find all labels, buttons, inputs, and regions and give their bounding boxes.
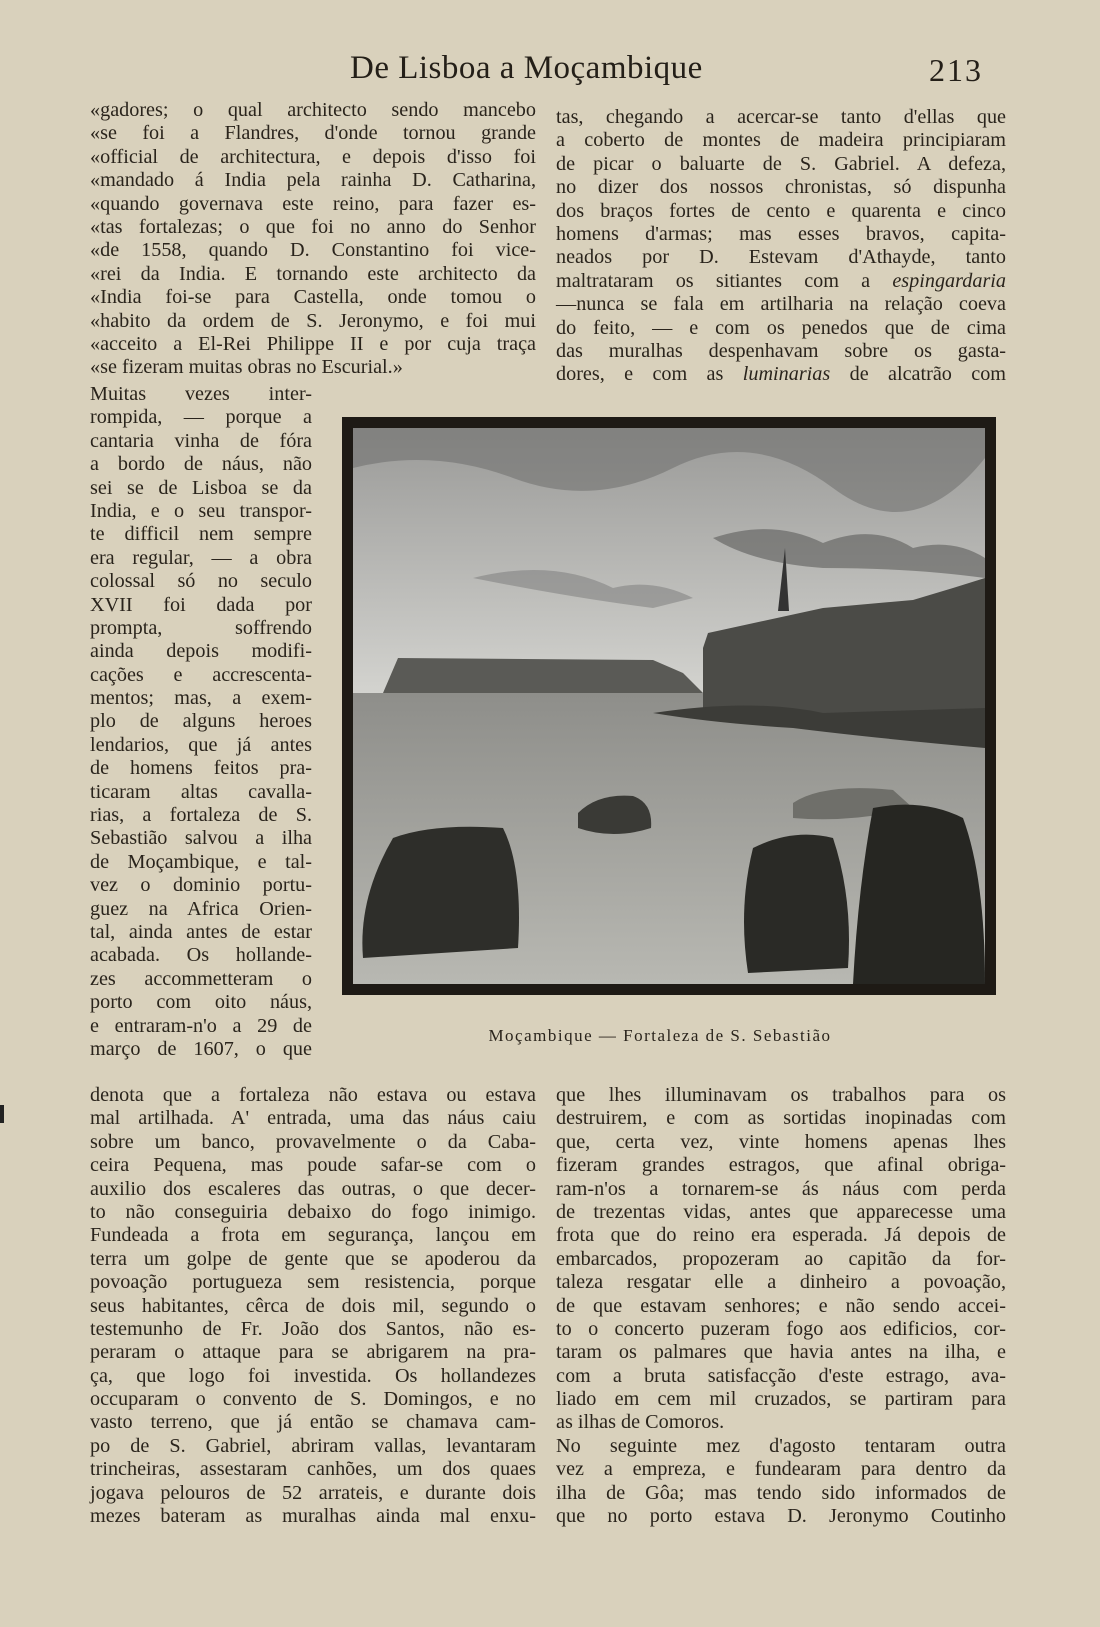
text-line: «India foi-se para Castella, onde tomou o xyxy=(90,286,536,309)
text-line: que lhes illuminavam os trabalhos para os xyxy=(556,1084,1006,1106)
text-line: cações e accrescenta- xyxy=(90,663,312,686)
text-line: «mandado á India pela rainha D. Catharina, xyxy=(90,169,536,192)
left-wrapped-column-text xyxy=(90,383,312,1061)
text-line: no dizer dos nossos chronistas, só dispunha xyxy=(556,176,1006,199)
text-line: denota que a fortaleza não estava ou estava xyxy=(90,1084,536,1106)
text-line: peraram o attaque para se abrigarem na pra- xyxy=(90,1341,536,1364)
text-line: «official de architectura, e depois d'isso foi xyxy=(90,145,536,168)
text-line: homens d'armas; mas esses bravos, capita- xyxy=(556,222,1006,245)
text-line: que no porto estava D. Jeronymo Coutinho xyxy=(556,1505,1006,1528)
text-line: sei se de Lisboa se da xyxy=(90,476,312,499)
right-column-bottom-text xyxy=(556,1084,1006,1528)
left-column-bottom-text xyxy=(90,1084,536,1528)
text-line: frota que do reino era esperada. Já depois de xyxy=(556,1224,1006,1247)
text-line: acabada. Os hollande- xyxy=(90,944,312,967)
text-line: «gadores; o qual architecto sendo mancebo xyxy=(90,99,536,121)
text-line: taram os palmares que havia antes na ilha, e xyxy=(556,1341,1006,1364)
text-line: «tas fortalezas; o que foi no anno do Senhor xyxy=(90,215,536,238)
text-line: mal artilhada. A' entrada, uma das náus caiu xyxy=(90,1107,536,1130)
text-line: vez o dominio portu- xyxy=(90,874,312,897)
text-line: tas, chegando a acercar-se tanto d'ellas que xyxy=(556,106,1006,128)
left-column-top-text xyxy=(90,99,536,380)
text-line: ilha de Gôa; mas tendo sido informados de xyxy=(556,1481,1006,1504)
text-line: de Moçambique, e tal- xyxy=(90,850,312,873)
text-line: do feito, — e com os penedos que de cima xyxy=(556,316,1006,339)
text-line: XVII foi dada por xyxy=(90,593,312,616)
text-line: ainda depois modifi- xyxy=(90,640,312,663)
text-line: ram-n'os a tornarem-se ás náus com perda xyxy=(556,1177,1006,1200)
text-line: «de 1558, quando D. Constantino foi vice- xyxy=(90,239,536,262)
text-line: rompida, — porque a xyxy=(90,406,312,429)
text-line: de picar o baluarte de S. Gabriel. A defeza, xyxy=(556,152,1006,175)
text-line: testemunho de Fr. João dos Santos, não es- xyxy=(90,1317,536,1340)
text-line: maltrataram os sitiantes com a espingardaria xyxy=(556,269,1006,292)
text-line: liado em cem mil cruzados, se partiram para xyxy=(556,1388,1006,1411)
text-line: fizeram grandes estragos, que afinal obriga- xyxy=(556,1154,1006,1177)
text-line: plo de alguns heroes xyxy=(90,710,312,733)
text-line: mezes bateram as muralhas ainda mal enxu- xyxy=(90,1505,536,1528)
text-line: que, certa vez, vinte homens apenas lhes xyxy=(556,1130,1006,1153)
illustration-caption: Moçambique — Fortaleza de S. Sebastião xyxy=(488,1026,832,1045)
fortress-engraving-illustration xyxy=(342,417,996,995)
text-line: era regular, — a obra xyxy=(90,546,312,569)
text-line: lendarios, que já antes xyxy=(90,733,312,756)
text-line: trincheiras, assestaram canhões, um dos quaes xyxy=(90,1458,536,1481)
text-line: a coberto de montes de madeira principiaram xyxy=(556,129,1006,152)
text-line: ça, que logo foi investida. Os hollandezes xyxy=(90,1364,536,1387)
text-line: Muitas vezes inter- xyxy=(90,383,312,405)
text-line: março de 1607, o que xyxy=(90,1037,312,1060)
text-line: mentos; mas, a exem- xyxy=(90,687,312,710)
text-line: te difficil nem sempre xyxy=(90,523,312,546)
text-line: neados por D. Estevam d'Athayde, tanto xyxy=(556,246,1006,269)
text-line: embarcados, propozeram ao capitão da for- xyxy=(556,1247,1006,1270)
text-line: de homens feitos pra- xyxy=(90,757,312,780)
text-line: povoação portugueza sem resistencia, porque xyxy=(90,1271,536,1294)
right-column-top-text xyxy=(556,106,1006,387)
text-line: seus habitantes, cêrca de dois mil, segundo o xyxy=(90,1294,536,1317)
text-line: terra um golpe de gente que se apoderou da xyxy=(90,1247,536,1270)
text-line: zes accommetteram o xyxy=(90,967,312,990)
text-line: tal, ainda antes de estar xyxy=(90,920,312,943)
text-line: com a bruta satisfacção d'este estrago, ava- xyxy=(556,1364,1006,1387)
text-line: e entraram-n'o a 29 de xyxy=(90,1014,312,1037)
text-line: das muralhas despenhavam sobre os gasta- xyxy=(556,339,1006,362)
text-line: rias, a fortaleza de S. xyxy=(90,804,312,827)
text-line: vasto terreno, que já então se chamava cam- xyxy=(90,1411,536,1434)
text-line: taleza resgatar elle a dinheiro a povoação, xyxy=(556,1271,1006,1294)
text-line: cantaria vinha de fóra xyxy=(90,429,312,452)
page-number: 213 xyxy=(929,52,983,88)
text-line: a bordo de náus, não xyxy=(90,453,312,476)
text-line: de que estavam senhores; e não sendo accei- xyxy=(556,1294,1006,1317)
fortress-engraving-image xyxy=(353,428,985,984)
text-line: as ilhas de Comoros. xyxy=(556,1411,725,1434)
text-line: India, e o seu transpor- xyxy=(90,499,312,522)
text-line: dos braços fortes de cento e quarenta e cinco xyxy=(556,199,1006,222)
text-line: occuparam o convento de S. Domingos, e no xyxy=(90,1388,536,1411)
text-line: auxilio dos escaleres das outras, o que decer- xyxy=(90,1177,536,1200)
text-line: «quando governava este reino, para fazer es- xyxy=(90,192,536,215)
text-line: prompta, soffrendo xyxy=(90,616,312,639)
margin-mark xyxy=(0,1105,4,1123)
text-line: colossal só no seculo xyxy=(90,570,312,593)
text-line: ceira Pequena, mas poude safar-se com o xyxy=(90,1154,536,1177)
text-line: «habito da ordem de S. Jeronymo, e foi mui xyxy=(90,309,536,332)
text-line: guez na Africa Orien- xyxy=(90,897,312,920)
text-line: ticaram altas cavalla- xyxy=(90,780,312,803)
text-line: «acceito a El-Rei Philippe II e por cuja traça xyxy=(90,332,536,355)
text-line: dores, e com as luminarias de alcatrão com xyxy=(556,363,1007,386)
text-line: Sebastião salvou a ilha xyxy=(90,827,312,850)
running-header-title: De Lisboa a Moçambique xyxy=(350,50,703,86)
text-line: porto com oito náus, xyxy=(90,991,312,1014)
text-line: Fundeada a frota em segurança, lançou em xyxy=(90,1224,536,1247)
text-line: to não conseguiria debaixo do fogo inimigo. xyxy=(90,1200,536,1223)
text-line: sobre um banco, provavelmente o da Caba- xyxy=(90,1130,536,1153)
text-line: «rei da India. E tornando este architecto da xyxy=(90,262,536,285)
text-line: «se foi a Flandres, d'onde tornou grande xyxy=(90,122,536,145)
text-line: vez a empreza, e fundearam para dentro da xyxy=(556,1458,1006,1481)
text-line: —nunca se fala em artilharia na relação coeva xyxy=(556,293,1006,316)
text-line: de trezentas vidas, antes que apparecesse uma xyxy=(556,1200,1006,1223)
text-line: po de S. Gabriel, abriram vallas, levantaram xyxy=(90,1434,536,1457)
text-line: «se fizeram muitas obras no Escurial.» xyxy=(90,356,403,379)
text-line: to o concerto puzeram fogo aos edificios, cor- xyxy=(556,1317,1006,1340)
text-line: destruirem, e com as sortidas inopinadas com xyxy=(556,1107,1006,1130)
text-line: No seguinte mez d'agosto tentaram outra xyxy=(556,1434,1006,1457)
text-line: jogava pelouros de 52 arrateis, e durante dois xyxy=(90,1481,536,1504)
